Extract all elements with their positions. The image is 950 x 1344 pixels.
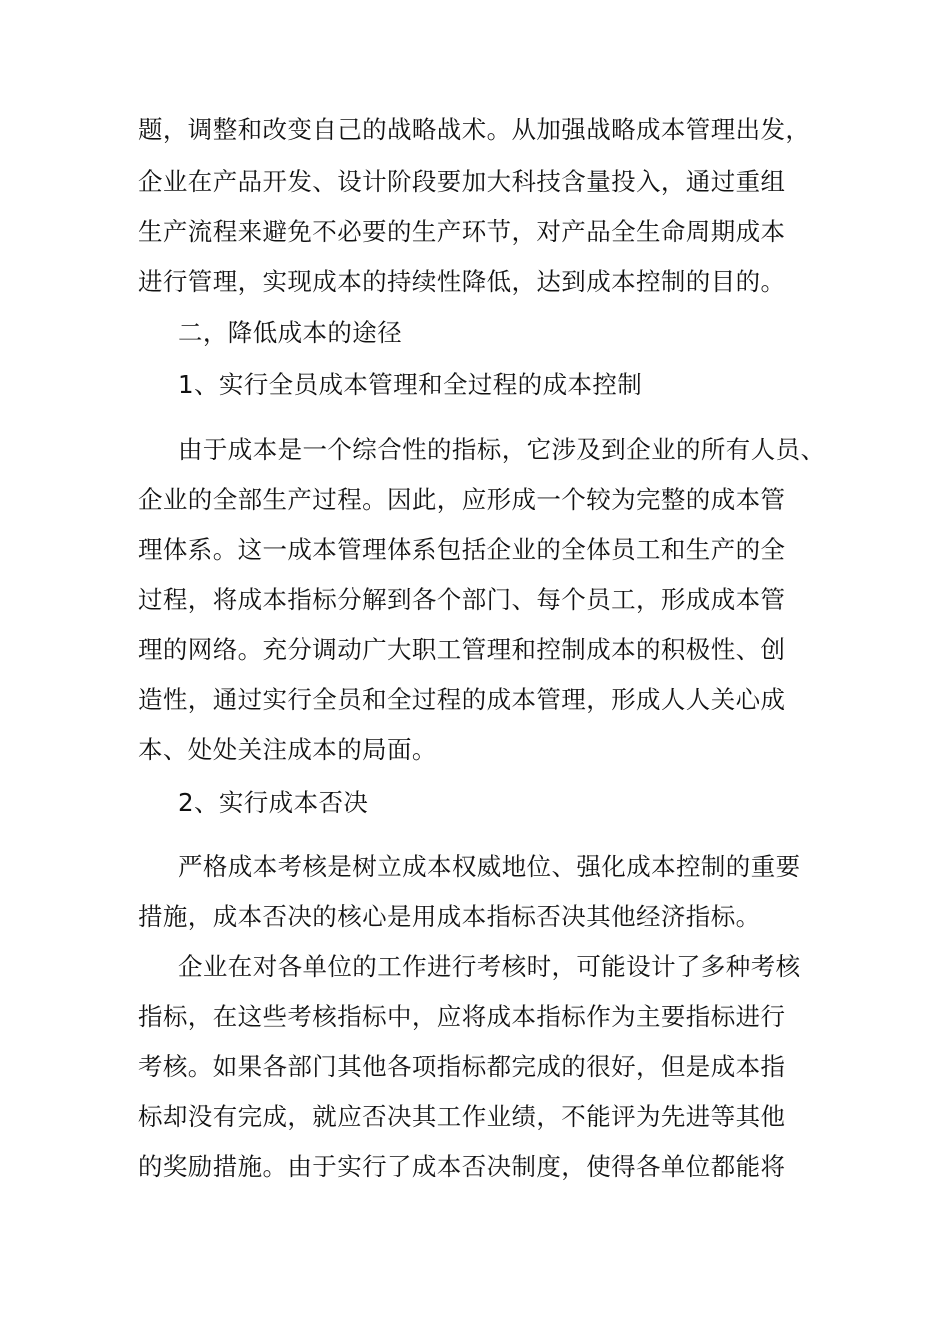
paragraph-4-line-4: 标却没有完成，就应否决其工作业绩，不能评为先进等其他: [138, 1102, 786, 1131]
paragraph-2-line-6: 造性，通过实行全员和全过程的成本管理，形成人人关心成: [138, 685, 786, 714]
paragraph-3-line-2: 措施，成本否决的核心是用成本指标否决其他经济指标。: [138, 902, 761, 931]
paragraph-2-line-3: 理体系。这一成本管理体系包括企业的全体员工和生产的全: [138, 535, 786, 564]
paragraph-2-line-4: 过程，将成本指标分解到各个部门、每个员工，形成成本管: [138, 585, 786, 614]
subheading-1: 1、实行全员成本管理和全过程的成本控制: [178, 370, 643, 399]
paragraph-1-line-4: 进行管理，实现成本的持续性降低，达到成本控制的目的。: [138, 267, 786, 296]
paragraph-4-line-1: 企业在对各单位的工作进行考核时，可能设计了多种考核: [178, 952, 801, 981]
paragraph-4-line-2: 指标，在这些考核指标中，应将成本指标作为主要指标进行: [138, 1002, 786, 1031]
paragraph-1-line-1: 题，调整和改变自己的战略战术。从加强战略成本管理出发，: [138, 115, 811, 144]
paragraph-1-line-2: 企业在产品开发、设计阶段要加大科技含量投入，通过重组: [138, 167, 786, 196]
paragraph-2-line-5: 理的网络。充分调动广大职工管理和控制成本的积极性、创: [138, 635, 786, 664]
paragraph-1-line-3: 生产流程来避免不必要的生产环节，对产品全生命周期成本: [138, 217, 786, 246]
paragraph-4-line-3: 考核。如果各部门其他各项指标都完成的很好，但是成本指: [138, 1052, 786, 1081]
paragraph-2-line-2: 企业的全部生产过程。因此，应形成一个较为完整的成本管: [138, 485, 786, 514]
section-heading: 二，降低成本的途径: [178, 318, 403, 347]
paragraph-4-line-5: 的奖励措施。由于实行了成本否决制度，使得各单位都能将: [138, 1152, 786, 1181]
paragraph-2-line-7: 本、处处关注成本的局面。: [138, 735, 437, 764]
paragraph-3-line-1: 严格成本考核是树立成本权威地位、强化成本控制的重要: [178, 852, 801, 881]
subheading-2: 2、实行成本否决: [178, 788, 369, 817]
paragraph-2-line-1: 由于成本是一个综合性的指标，它涉及到企业的所有人员、: [178, 435, 826, 464]
